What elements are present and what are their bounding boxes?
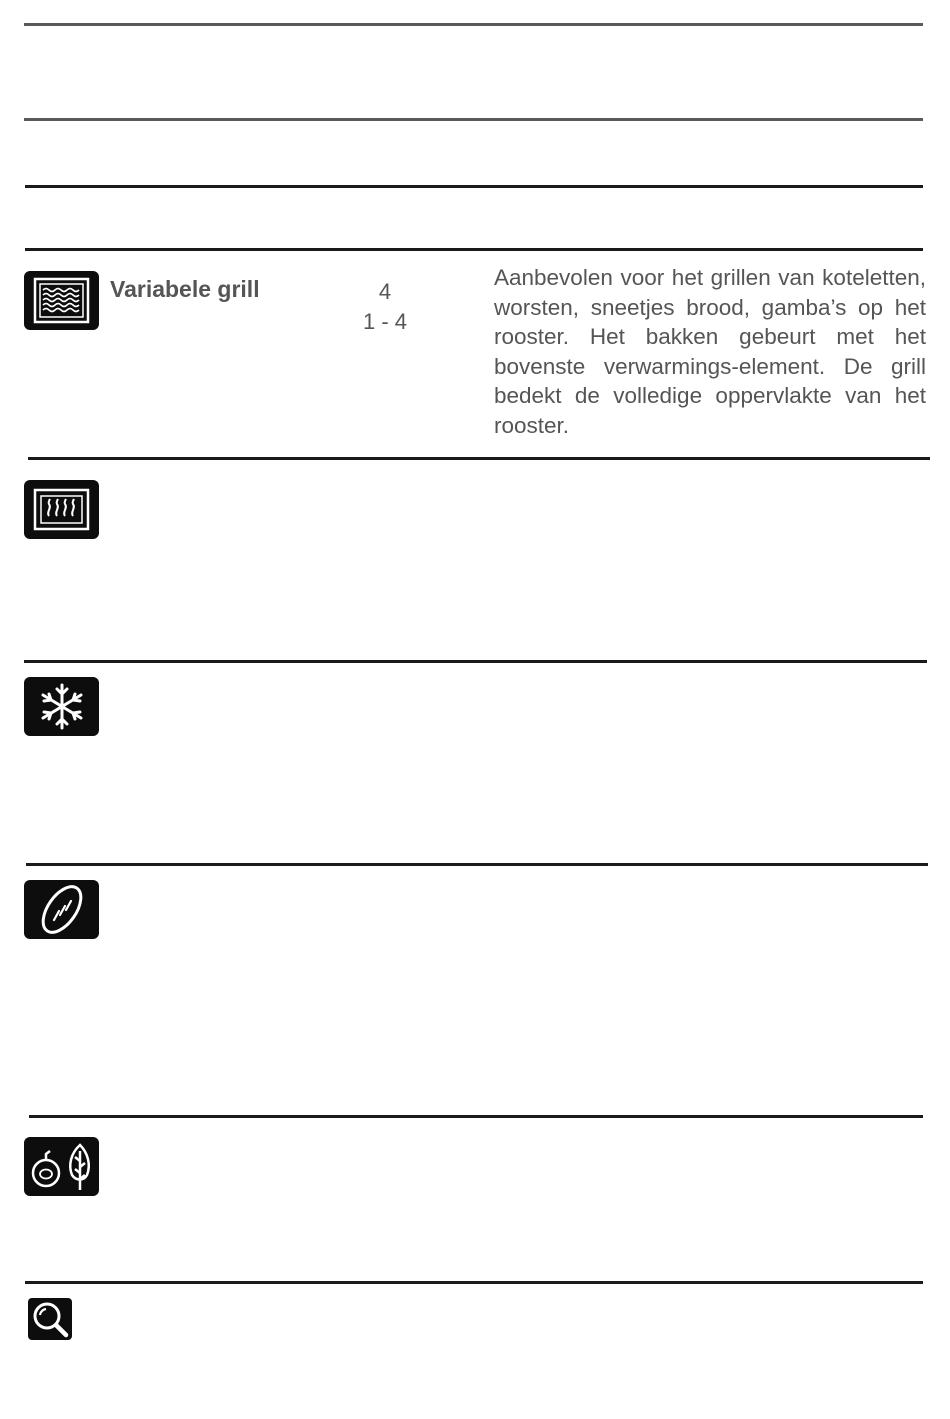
table-rule xyxy=(29,1115,923,1118)
table-rule-top xyxy=(24,23,923,26)
table-rule xyxy=(25,1281,923,1284)
warming-heat-waves-icon xyxy=(24,480,99,539)
defrost-snowflake-icon xyxy=(24,677,99,736)
table-rule xyxy=(26,863,928,866)
table-rule xyxy=(24,118,923,121)
fruit-vegetable-drying-icon xyxy=(24,1137,99,1196)
table-rule xyxy=(28,457,930,460)
variable-grill-icon xyxy=(24,271,99,330)
bread-loaf-icon xyxy=(24,880,99,939)
table-rule xyxy=(25,185,923,188)
level-range: 1 - 4 xyxy=(362,309,408,334)
table-rule xyxy=(24,660,927,663)
default-level: 4 xyxy=(378,279,392,304)
function-name: Variabele grill xyxy=(110,276,260,302)
function-description: Aanbevolen voor het grillen van koteletten, worsten, sneetjes brood, gamba’s op het rooster. Het bakken gebeurt met het bovenste verwarmings-element. De grill bedekt de volledige oppervlakte van het rooster. xyxy=(494,265,926,438)
grill-levels xyxy=(340,277,430,337)
magnifier-search-icon xyxy=(28,1298,72,1340)
table-rule xyxy=(25,248,923,251)
